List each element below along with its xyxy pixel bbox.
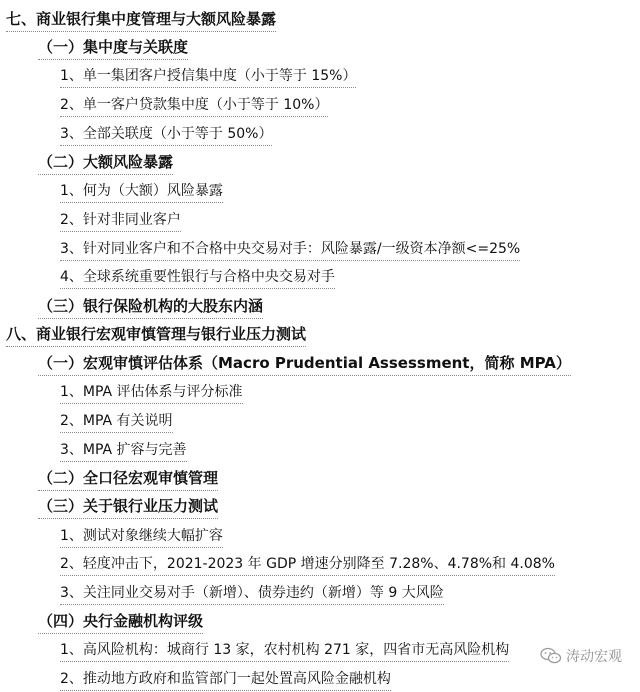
list-item-row xyxy=(0,521,640,549)
list-item: 2、MPA 有关说明 xyxy=(60,410,173,430)
list-item-row xyxy=(0,119,640,147)
section-heading: 七、商业银行集中度管理与大额风险暴露 xyxy=(6,9,277,28)
list-item-row xyxy=(0,176,640,204)
subsection-heading-row xyxy=(0,607,640,635)
subsection-heading-row xyxy=(0,492,640,520)
subsection-heading-row xyxy=(0,348,640,376)
list-item: 3、全部关联度（小于等于 50%） xyxy=(60,123,272,143)
wechat-icon xyxy=(540,647,562,665)
list-item-row xyxy=(0,90,640,118)
list-item: 1、测试对象继续大幅扩容 xyxy=(60,525,223,545)
list-item: 2、针对非同业客户 xyxy=(60,209,181,229)
list-item: 3、关注同业交易对手（新增）、债券违约（新增）等 9 大风险 xyxy=(60,582,444,602)
list-item-row xyxy=(0,61,640,89)
list-item: 1、单一集团客户授信集中度（小于等于 15%） xyxy=(60,65,356,85)
list-item-row xyxy=(0,664,640,692)
subsection-heading: （三）关于银行业压力测试 xyxy=(38,497,219,516)
section-heading-row xyxy=(0,4,640,32)
watermark xyxy=(540,644,622,668)
subsection-heading-row xyxy=(0,291,640,319)
subsection-heading: （一）集中度与关联度 xyxy=(38,38,189,57)
subsection-heading-row xyxy=(0,148,640,176)
list-item: 2、单一客户贷款集中度（小于等于 10%） xyxy=(60,94,328,114)
list-item: 1、何为（大额）风险暴露 xyxy=(60,180,223,200)
subsection-heading: （二）大额风险暴露 xyxy=(38,153,174,171)
list-item: 1、高风险机构：城商行 13 家，农村机构 271 家，四省市无高风险机构 xyxy=(60,639,509,659)
subsection-heading-row xyxy=(0,463,640,491)
list-item-row xyxy=(0,549,640,577)
list-item-row xyxy=(0,262,640,290)
section-heading: 八、商业银行宏观审慎管理与银行业压力测试 xyxy=(6,325,307,344)
subsection-heading: （一）宏观审慎评估体系（Macro Prudential Assessment，简称 MPA） xyxy=(38,353,571,372)
subsection-heading: （二）全口径宏观审慎管理 xyxy=(38,468,219,487)
subsection-heading-row xyxy=(0,33,640,61)
list-item-row xyxy=(0,377,640,405)
list-item-row xyxy=(0,435,640,463)
list-item: 3、MPA 扩容与完善 xyxy=(60,439,187,459)
subsection-heading: （三）银行保险机构的大股东内涵 xyxy=(38,296,264,315)
list-item: 4、全球系统重要性银行与合格中央交易对手 xyxy=(60,266,335,286)
section-heading-row xyxy=(0,320,640,348)
list-item: 2、推动地方政府和监管部门一起处置高风险金融机构 xyxy=(60,668,391,688)
list-item-row xyxy=(0,406,640,434)
list-item: 3、针对同业客户和不合格中央交易对手：风险暴露/一级资本净额<=25% xyxy=(60,238,520,258)
list-item-row xyxy=(0,205,640,233)
list-item-row xyxy=(0,578,640,606)
list-item: 2、轻度冲击下，2021-2023 年 GDP 增速分别降至 7.28%、4.78%和 4.08% xyxy=(60,553,555,573)
watermark-text: 涛动宏观 xyxy=(566,649,622,665)
list-item-row xyxy=(0,234,640,262)
list-item: 1、MPA 评估体系与评分标准 xyxy=(60,381,243,401)
subsection-heading: （四）央行金融机构评级 xyxy=(38,612,204,631)
